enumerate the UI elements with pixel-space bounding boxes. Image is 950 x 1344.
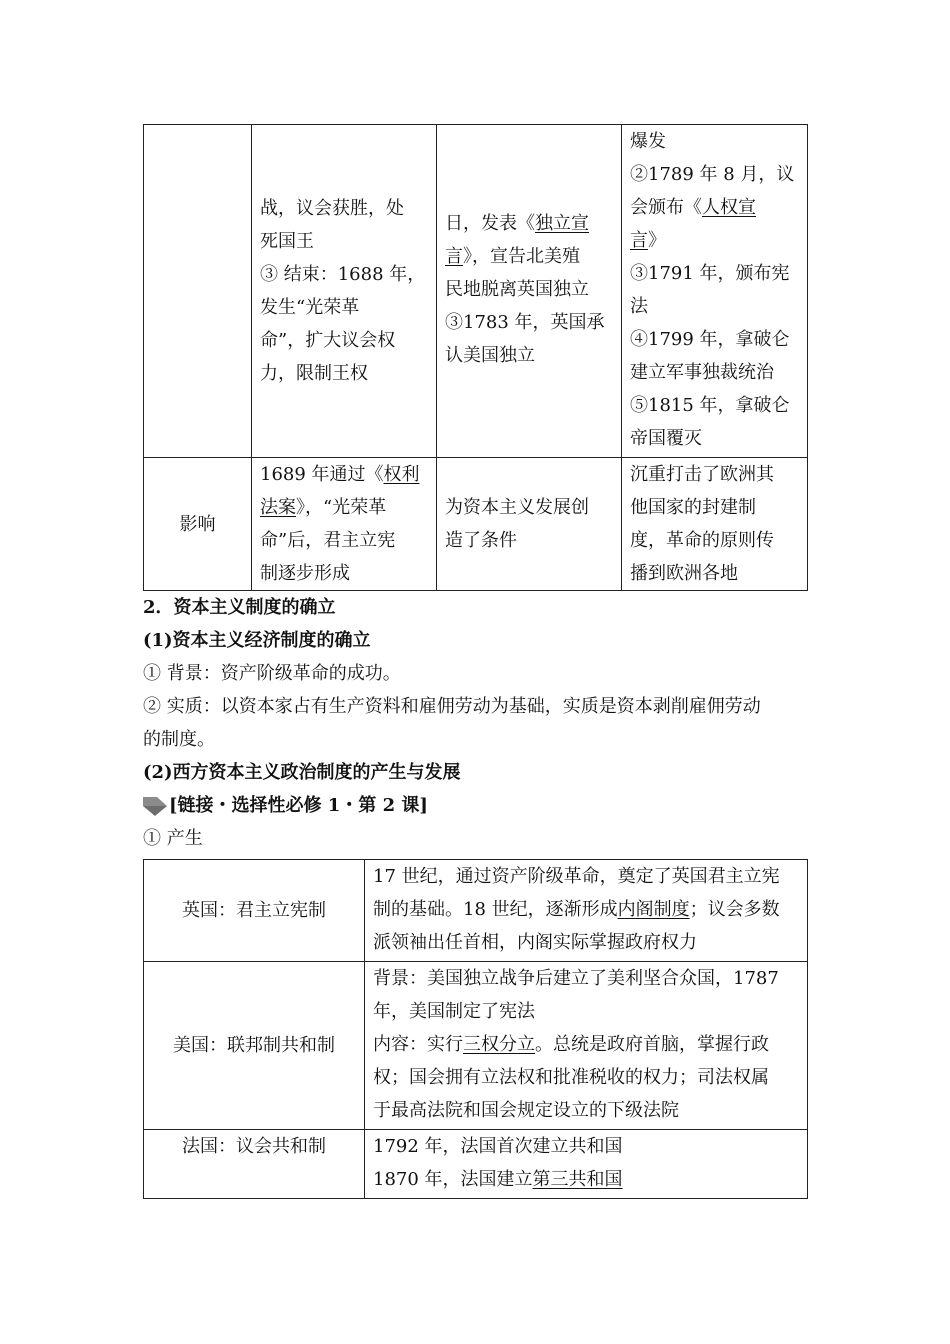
term-third-republic: 第三共和国 (532, 1169, 623, 1190)
cell-line: 他国家的封建制 (630, 497, 756, 518)
cell-line: ③1783 年，英国承 (445, 312, 605, 333)
cell-line: 民地脱离英国独立 (445, 279, 589, 300)
cell-line: 日，发表《独立宣 (445, 213, 589, 234)
cell-line: 命”，扩大议会权 (260, 330, 396, 351)
term-rights-declaration: 人权宣 (702, 197, 756, 218)
page-content (143, 124, 807, 1199)
cell-line: 认美国独立 (445, 345, 535, 366)
term-bill-of-rights: 权利 (383, 464, 420, 485)
cell-line: 帝国覆灭 (630, 428, 702, 449)
cell-line: 制的基础。18 世纪，逐渐形成内阁制度；议会多数 (373, 899, 780, 920)
cell-line: 年，美国制定了宪法 (373, 1001, 535, 1022)
term-declaration: 言 (445, 246, 463, 267)
america-impact-cell (437, 458, 622, 591)
term-declaration: 独立宣 (535, 213, 589, 234)
cross-reference-text: [链接・选择性必修 1・第 2 课] (169, 795, 428, 816)
cell-line: 沉重打击了欧洲其 (630, 464, 774, 485)
term-rights-declaration: 言 (630, 230, 648, 251)
table-row (144, 1130, 808, 1199)
usa-content-cell (365, 962, 808, 1130)
cell-line: 背景：美国独立战争后建立了美利坚合众国，1787 (373, 968, 779, 989)
cell-line: 造了条件 (445, 530, 517, 551)
france-content-cell (365, 1130, 808, 1199)
cell-line: 权；国会拥有立法权和批准税收的权力；司法权属 (373, 1067, 769, 1088)
cell-line: 法案》，“光荣革 (260, 497, 387, 518)
cell-line: 派领袖出任首相，内阁实际掌握政府权力 (373, 932, 697, 953)
cell-line: 会颁布《人权宣 (630, 197, 756, 218)
table-cell-empty (144, 125, 252, 458)
cell-line: ④1799 年，拿破仑 (630, 329, 790, 350)
cell-line: 制逐步形成 (260, 563, 350, 584)
france-impact-cell (622, 458, 808, 591)
cell-line: 17 世纪，通过资产阶级革命，奠定了英国君主立宪 (373, 866, 780, 887)
cell-line: 1689 年通过《权利 (260, 464, 420, 485)
essence-item-line: ② 实质：以资本家占有生产资料和雇佣劳动为基础，实质是资本剥削雇佣劳动 (143, 696, 761, 717)
subsection-heading: (1)资本主义经济制度的确立 (143, 630, 371, 651)
cell-line: 言》 (630, 230, 666, 251)
subsection-heading: (2)西方资本主义政治制度的产生与发展 (143, 762, 461, 783)
cell-line: 为资本主义发展创 (445, 497, 589, 518)
cell-line: 爆发 (630, 131, 666, 152)
cell-line: 力，限制王权 (260, 363, 368, 384)
background-item: ① 背景：资产阶级革命的成功。 (143, 663, 401, 684)
cell-line: ⑤1815 年，拿破仑 (630, 395, 790, 416)
term-cabinet-system: 内阁制度 (617, 899, 690, 920)
cell-line: ③ 结束：1688 年， (260, 264, 426, 285)
cell-line: 内容：实行三权分立。总统是政府首脑，掌握行政 (373, 1034, 769, 1055)
cell-line: 度，革命的原则传 (630, 530, 774, 551)
cell-line: ③1791 年，颁布宪 (630, 263, 790, 284)
cell-line: 于最高法院和国会规定设立的下级法院 (373, 1100, 679, 1121)
political-systems-table (143, 859, 808, 1199)
america-process-cell (437, 125, 622, 458)
england-process-cell (252, 125, 437, 458)
cell-line: 命”后，君主立宪 (260, 530, 396, 551)
cell-line: 言》，宣告北美殖 (445, 246, 580, 267)
row-label-france: 法国：议会共和制 (144, 1130, 365, 1199)
row-label-usa: 美国：联邦制共和制 (144, 962, 365, 1130)
origin-item: ① 产生 (143, 828, 203, 849)
table-row (144, 125, 808, 458)
essence-item-line: 的制度。 (143, 729, 215, 750)
row-label-britain: 英国：君主立宪制 (144, 860, 365, 962)
cell-line: 法 (630, 296, 648, 317)
england-impact-cell (252, 458, 437, 591)
table-row (144, 860, 808, 962)
section-heading: 2．资本主义制度的确立 (143, 597, 336, 618)
cell-line: 发生“光荣革 (260, 297, 360, 318)
term-bill-of-rights: 法案 (260, 497, 296, 518)
cell-line: 建立军事独裁统治 (630, 362, 774, 383)
cross-reference (143, 789, 807, 822)
table-row (144, 962, 808, 1130)
cell-line: 1870 年，法国建立第三共和国 (373, 1169, 623, 1190)
cell-line: 战，议会获胜，处 (260, 198, 404, 219)
down-arrow-icon (143, 795, 167, 817)
table-row (144, 458, 808, 591)
cell-line: ②1789 年 8 月，议 (630, 164, 795, 185)
britain-content-cell (365, 860, 808, 962)
cell-line: 播到欧洲各地 (630, 563, 738, 584)
revolution-table (143, 124, 808, 591)
france-process-cell (622, 125, 808, 458)
cell-line: 1792 年，法国首次建立共和国 (373, 1136, 623, 1157)
term-separation-of-powers: 三权分立 (463, 1034, 535, 1055)
row-label-impact: 影响 (144, 458, 252, 591)
cell-line: 死国王 (260, 231, 314, 252)
